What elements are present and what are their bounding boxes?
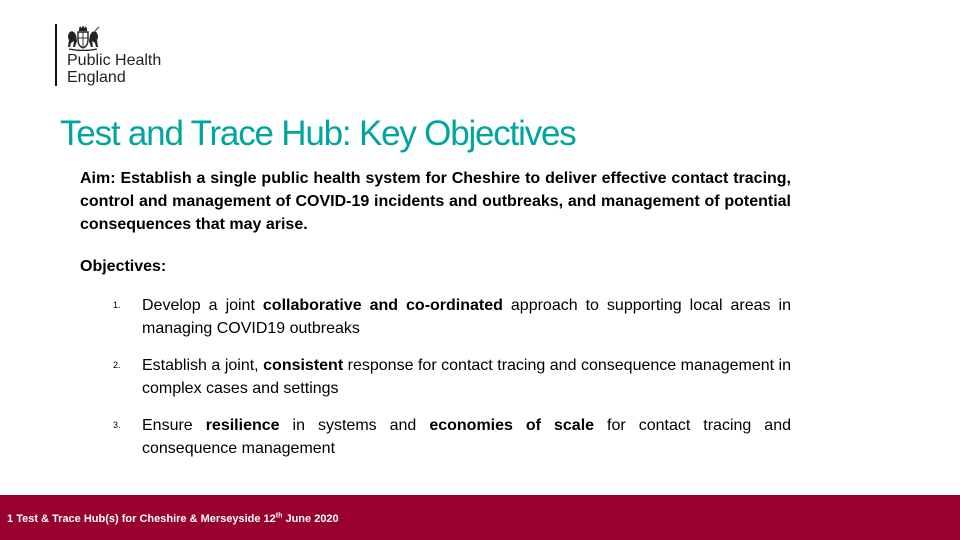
- objective-text: Ensure resilience in systems and economies of scale for contact tracing and consequence management: [142, 417, 791, 457]
- slide-title: Test and Trace Hub: Key Objectives: [60, 114, 576, 153]
- objective-emphasis: consistent: [263, 357, 344, 374]
- objective-text: Develop a joint collaborative and co-ordinated approach to supporting local areas in managing COVID19 outbreaks: [142, 297, 791, 337]
- footer-bar: [0, 495, 960, 540]
- objective-number: 2.: [113, 360, 121, 370]
- objective-number: 3.: [113, 420, 121, 430]
- page-number: 1: [7, 513, 14, 525]
- objective-emphasis: resilience: [205, 417, 280, 434]
- objective-number: 1.: [113, 300, 121, 310]
- objective-emphasis: collaborative and co-ordinated: [262, 297, 503, 314]
- org-name-line-1: Public Health: [67, 52, 162, 69]
- aim-paragraph: Aim: Establish a single public health system for Cheshire to deliver effective contact tracing, control and management of COVID-19 incidents and outbreaks, and management of potential consequences that may arise.: [80, 170, 791, 233]
- royal-coat-of-arms-icon: [66, 25, 100, 51]
- footer-caption: 1 Test & Trace Hub(s) for Cheshire & Merseyside 12th June 2020: [7, 512, 339, 525]
- logo-divider: [55, 24, 57, 86]
- org-name-line-2: England: [67, 69, 126, 86]
- objective-emphasis: economies of scale: [429, 417, 595, 434]
- objective-text: Establish a joint, consistent response for contact tracing and consequence management in complex cases and settings: [142, 357, 792, 397]
- objectives-heading: Objectives:: [80, 258, 167, 275]
